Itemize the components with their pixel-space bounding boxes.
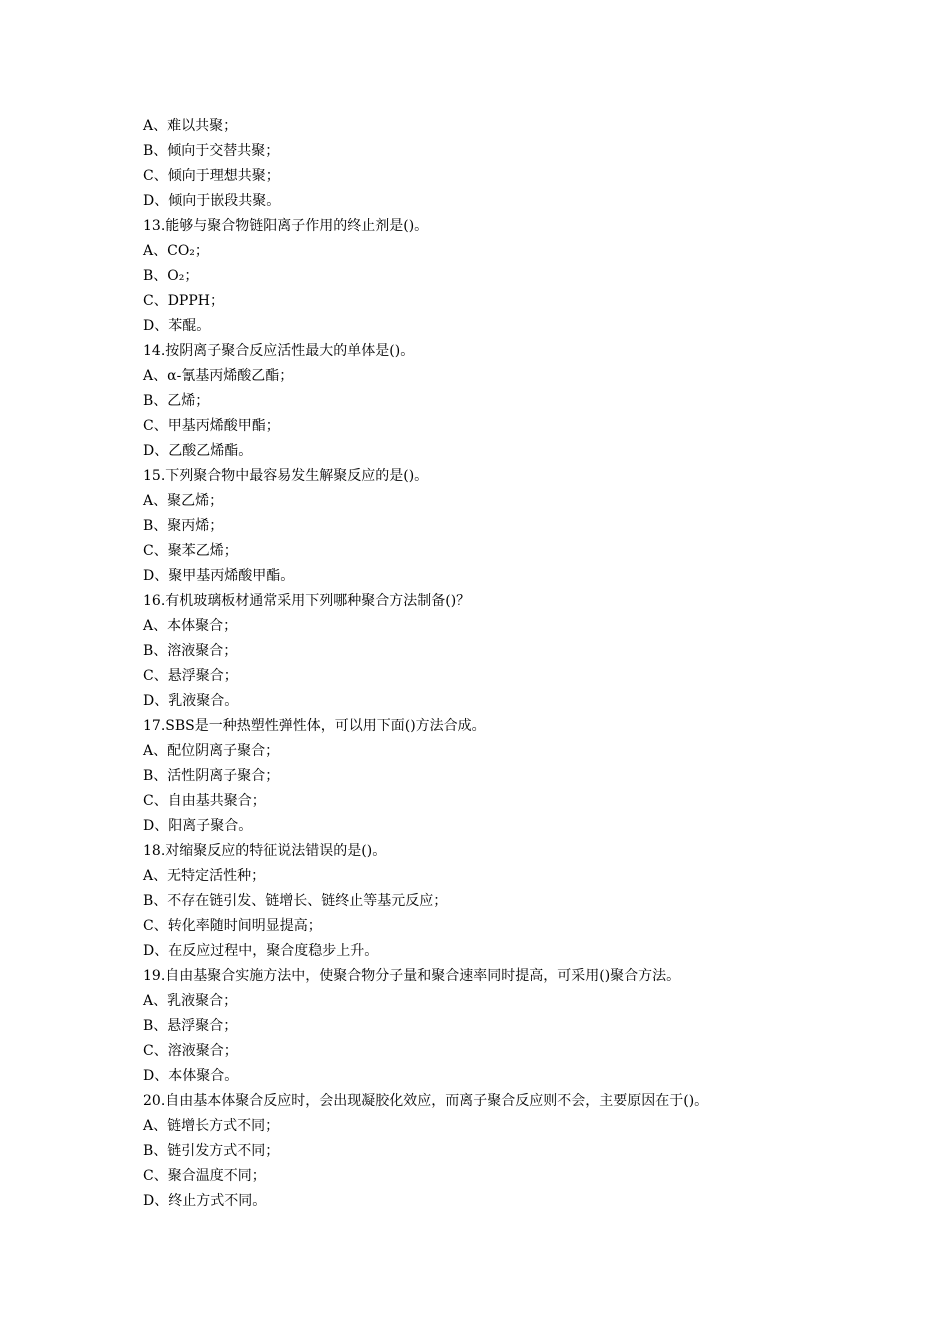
- question-stem: 13.能够与聚合物链阳离子作用的终止剂是()。: [143, 218, 429, 234]
- question-stem: 15.下列聚合物中最容易发生解聚反应的是()。: [143, 468, 429, 484]
- option-line: A、无特定活性种；: [143, 868, 266, 884]
- option-line: C、倾向于理想共聚；: [143, 168, 280, 184]
- question-stem: 16.有机玻璃板材通常采用下列哪种聚合方法制备()？: [143, 593, 471, 609]
- option-line: B、乙烯；: [143, 393, 210, 409]
- option-line: B、溶液聚合；: [143, 643, 238, 659]
- question-19: [143, 964, 863, 1089]
- option-line: A、配位阴离子聚合；: [143, 743, 280, 759]
- question-13: [143, 214, 863, 339]
- option-line: D、倾向于嵌段共聚。: [143, 193, 281, 209]
- option-line: C、DPPH；: [143, 293, 224, 309]
- option-line: C、悬浮聚合；: [143, 668, 238, 684]
- question-15: [143, 464, 863, 589]
- option-line: A、乳液聚合；: [143, 993, 238, 1009]
- option-line: D、终止方式不同。: [143, 1193, 267, 1209]
- question-16: [143, 589, 863, 714]
- question-20: [143, 1089, 863, 1214]
- option-line: C、聚苯乙烯；: [143, 543, 238, 559]
- option-line: D、在反应过程中，聚合度稳步上升。: [143, 943, 379, 959]
- option-line: D、阳离子聚合。: [143, 818, 253, 834]
- document-page: [143, 114, 863, 1214]
- lead-options: [143, 114, 863, 214]
- option-line: D、苯醌。: [143, 318, 211, 334]
- option-line: A、链增长方式不同；: [143, 1118, 280, 1134]
- question-stem: 19.自由基聚合实施方法中，使聚合物分子量和聚合速率同时提高，可采用()聚合方法。: [143, 968, 681, 984]
- option-line: B、链引发方式不同；: [143, 1143, 280, 1159]
- option-line: B、悬浮聚合；: [143, 1018, 238, 1034]
- option-line: A、本体聚合；: [143, 618, 238, 634]
- option-line: B、聚丙烯；: [143, 518, 224, 534]
- option-line: C、自由基共聚合；: [143, 793, 266, 809]
- option-line: B、活性阴离子聚合；: [143, 768, 280, 784]
- question-stem: 17.SBS是一种热塑性弹性体，可以用下面()方法合成。: [143, 718, 486, 734]
- option-line: B、不存在链引发、链增长、链终止等基元反应；: [143, 893, 448, 909]
- option-line: A、CO₂；: [143, 243, 209, 259]
- question-18: [143, 839, 863, 964]
- option-line: C、聚合温度不同；: [143, 1168, 266, 1184]
- option-line: A、聚乙烯；: [143, 493, 224, 509]
- option-line: D、乙酸乙烯酯。: [143, 443, 253, 459]
- question-stem: 20.自由基本体聚合反应时，会出现凝胶化效应，而离子聚合反应则不会，主要原因在于()。: [143, 1093, 709, 1109]
- option-line: C、溶液聚合；: [143, 1043, 238, 1059]
- question-stem: 18.对缩聚反应的特征说法错误的是()。: [143, 843, 387, 859]
- option-line: C、甲基丙烯酸甲酯；: [143, 418, 280, 434]
- option-line: D、本体聚合。: [143, 1068, 239, 1084]
- option-line: D、聚甲基丙烯酸甲酯。: [143, 568, 295, 584]
- question-17: [143, 714, 863, 839]
- option-line: B、O₂；: [143, 268, 199, 284]
- option-line: C、转化率随时间明显提高；: [143, 918, 322, 934]
- option-line: B、倾向于交替共聚；: [143, 143, 280, 159]
- question-stem: 14.按阴离子聚合反应活性最大的单体是()。: [143, 343, 415, 359]
- option-line: D、乳液聚合。: [143, 693, 239, 709]
- option-line: A、难以共聚；: [143, 118, 238, 134]
- question-14: [143, 339, 863, 464]
- option-line: A、α-氰基丙烯酸乙酯；: [143, 368, 294, 384]
